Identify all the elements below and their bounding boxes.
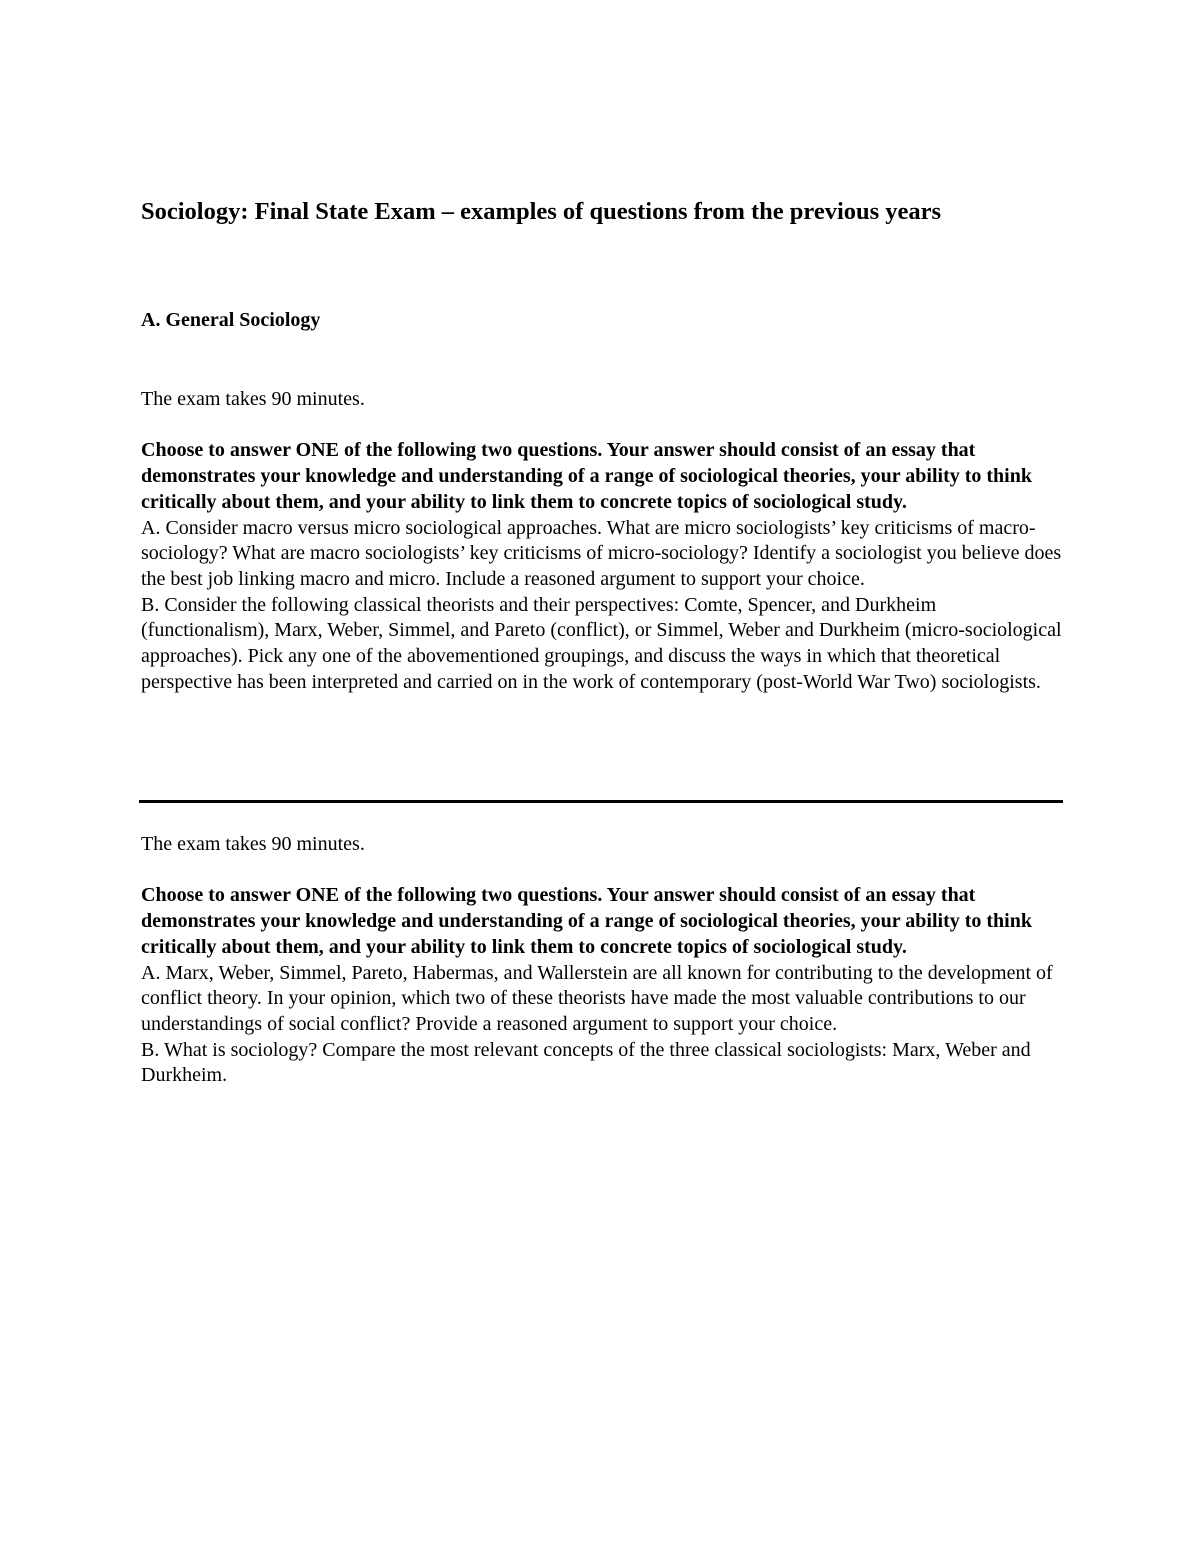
section-divider [139, 800, 1063, 803]
question-b: B. What is sociology? Compare the most relevant concepts of the three classical sociologists: Marx, Weber and Durkheim. [141, 1038, 1031, 1087]
section-heading: A. General Sociology [141, 309, 321, 331]
exam-block-2 [141, 832, 1063, 1089]
exam-block-1 [141, 387, 1063, 695]
question-b: B. Consider the following classical theorists and their perspectives: Comte, Spencer, and Durkheim (functionalism), Marx, Weber, Simmel, and Pareto (conflict), or Simmel, Weber and Durkheim (micro-sociological approaches). Pick any one of the abovementioned groupings, and discuss the ways in which that theoretical perspective has been interpreted and carried on in the work of contemporary (post-World War Two) sociologists. [141, 593, 1062, 693]
document-title: Sociology: Final State Exam – examples of questions from the previous years [141, 198, 942, 225]
exam-instructions: Choose to answer ONE of the following two questions. Your answer should consist of an essay that demonstrates your knowledge and understanding of a range of sociological theories, your ability to think critically about them, and your ability to link them to concrete topics of sociological study. [141, 439, 1032, 513]
exam-instructions: Choose to answer ONE of the following two questions. Your answer should consist of an essay that demonstrates your knowledge and understanding of a range of sociological theories, your ability to think critically about them, and your ability to link them to concrete topics of sociological study. [141, 884, 1032, 958]
question-a: A. Marx, Weber, Simmel, Pareto, Habermas, and Wallerstein are all known for contributing to the development of conflict theory. In your opinion, which two of these theorists have made the most valuable contributions to our understandings of social conflict? Provide a reasoned argument to support your choice. [141, 961, 1053, 1035]
exam-duration: The exam takes 90 minutes. [141, 388, 365, 410]
question-a: A. Consider macro versus micro sociological approaches. What are micro sociologists’ key criticisms of macro-sociology? What are macro sociologists’ key criticisms of micro-sociology? Identify a sociologist you believe does the best job linking macro and micro. Include a reasoned argument to support your choice. [141, 516, 1062, 590]
exam-duration: The exam takes 90 minutes. [141, 833, 365, 855]
